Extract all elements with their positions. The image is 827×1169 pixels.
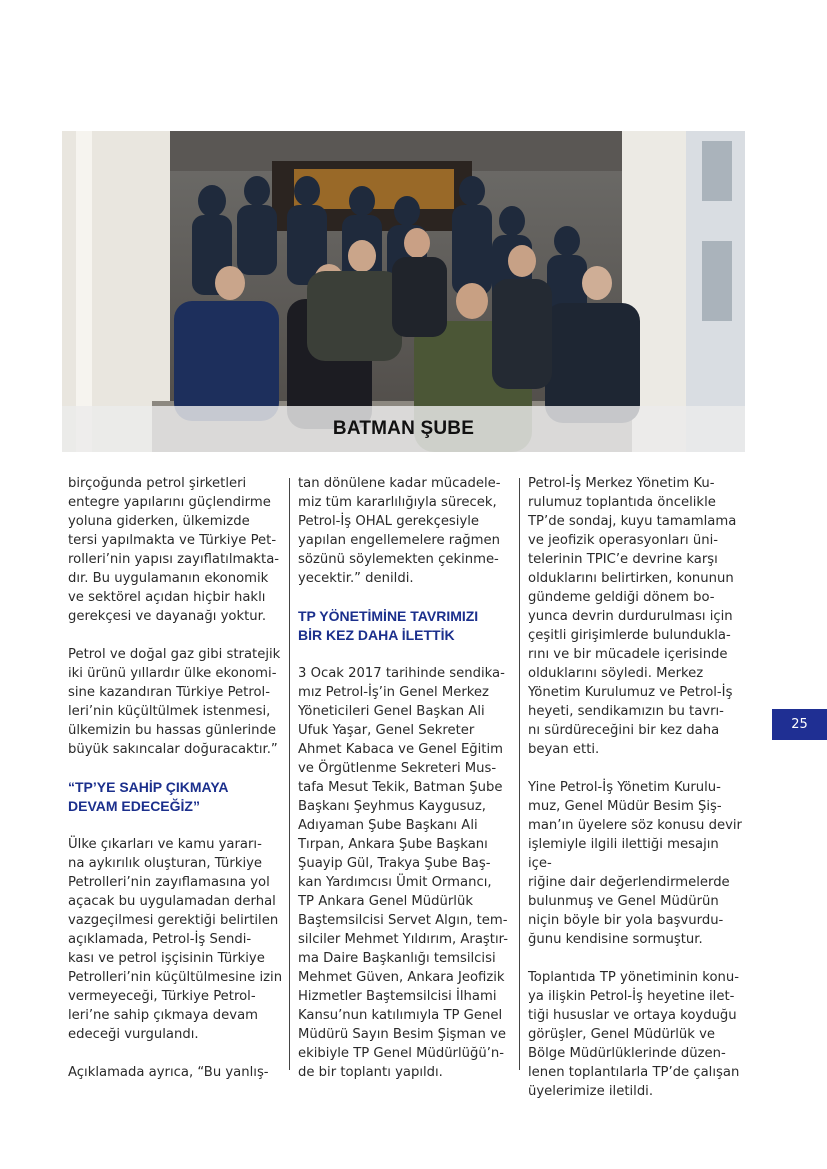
article-column-3 (528, 474, 746, 1120)
group-photo-image (62, 131, 745, 452)
paragraph: Ülke çıkarları ve kamu yararı- na aykırılık oluşturan, Türkiye Petrolleri’nin zayıflamasına yol açacak bu uygulamadan derhal vazgeçilmesi gerektiği belirtilen açıklamada, Petrol-İş Sendi- kası ve petrol işçisinin Türkiye Petrolleri’nin küçültülmesine izin vermeyeceği, Türkiye Petrol- leri’ne sahip çıkmaya devam edeceği vurgulandı. (68, 837, 283, 1042)
column-divider (289, 478, 290, 1070)
article-column-1 (68, 474, 286, 1101)
paragraph: Açıklamada ayrıca, “Bu yanlış- (68, 1065, 269, 1080)
section-heading: TP YÖNETİMİNE TAVRIMIZI BİR KEZ DAHA İLETTİK (298, 608, 479, 643)
paragraph: Toplantıda TP yönetiminin konu- ya ilişkin Petrol-İş heyetine ilet- tiği hususlar ve ortaya koyduğu görüşler, Genel Müdürlük ve Bölge Müdürlüklerinde düzen- lenen toplantılarla TP’de çalışan üyelerimize iletildi. (528, 970, 740, 1099)
paragraph: Petrol-İş Merkez Yönetim Ku- rulumuz toplantıda öncelikle TP’de sondaj, kuyu tamamlama ve jeofizik operasyonları üni- telerinin TPIC’e devrine karşı olduklarını belirtirken, konunun gündeme geldiği dönem bo- yunca devrin durdurulması için çeşitli girişimlerde bulundukla- rını ve bir mücadele içerisinde olduklarını söyledi. Merkez Yönetim Kurulumuz ve Petrol-İş heyeti, sendikamızın bu tavrı- nı sürdüreceğini bir kez daha beyan etti. (528, 476, 737, 757)
paragraph: tan dönülene kadar mücadele- miz tüm kararlılığıyla sürecek, Petrol-İş OHAL gerekçesiyle yapılan engellemelere rağmen sözünü söylemekten çekinme- yecektir.” denildi. (298, 476, 501, 586)
photo-caption-band (62, 406, 745, 452)
page-number: 25 (791, 717, 808, 732)
paragraph: Petrol ve doğal gaz gibi stratejik iki ürünü yıllardır ülke ekonomi- sine kazandıran Türkiye Petrol- leri’nin küçültülmek istenmesi, ülkemizin bu hassas günlerinde büyük sakıncalar doğuracaktır.” (68, 647, 281, 757)
paragraph: Yine Petrol-İş Yönetim Kurulu- muz, Genel Müdür Besim Şiş- man’ın üyelere söz konusu devir işlemiyle ilgili ilettiği mesajın içe- riğine dair değerlendirmelerde bulunmuş ve Genel Müdürün niçin böyle bir yola başvurdu- ğunu kendisine sormuştur. (528, 780, 742, 947)
photo-caption: BATMAN ŞUBE (332, 418, 475, 439)
column-divider (519, 478, 520, 1070)
page-number-tab (772, 709, 827, 740)
paragraph: 3 Ocak 2017 tarihinde sendika- mız Petrol-İş’in Genel Merkez Yöneticileri Genel Başkan Ali Ufuk Yaşar, Genel Sekreter Ahmet Kabaca ve Genel Eğitim ve Örgütlenme Sekreteri Mus- tafa Mesut Tekik, Batman Şube Başkanı Şeyhmus Kaygusuz, Adıyaman Şube Başkanı Ali Tırpan, Ankara Şube Başkanı Şuayip Gül, Trakya Şube Baş- kan Yardımcısı Ümit Ormancı, TP Ankara Genel Müdürlük Baştemsilcisi Servet Algın, tem- silciler Mehmet Yıldırım, Araştır- ma Daire Başkanlığı temsilcisi Mehmet Güven, Ankara Jeofizik Hizmetler Baştemsilcisi İlhami Kansu’nun katılımıyla TP Genel Müdürü Sayın Besim Şişman ve ekibiyle TP Genel Müdürlüğü’n- de bir toplantı yapıldı. (298, 666, 508, 1080)
section-heading: “TP’YE SAHİP ÇIKMAYA DEVAM EDECEĞİZ” (68, 779, 229, 814)
article-column-2 (298, 474, 516, 1101)
paragraph: birçoğunda petrol şirketleri entegre yapılarını güçlendirme yoluna giderken, ülkemizde tersi yapılmakta ve Türkiye Pet- rolleri’nin yapısı zayıflatılmakta- dır. Bu uygulamanın ekonomik ve sektörel açıdan hiçbir haklı gerekçesi ve dayanağı yoktur. (68, 476, 280, 624)
group-photo (62, 131, 745, 452)
